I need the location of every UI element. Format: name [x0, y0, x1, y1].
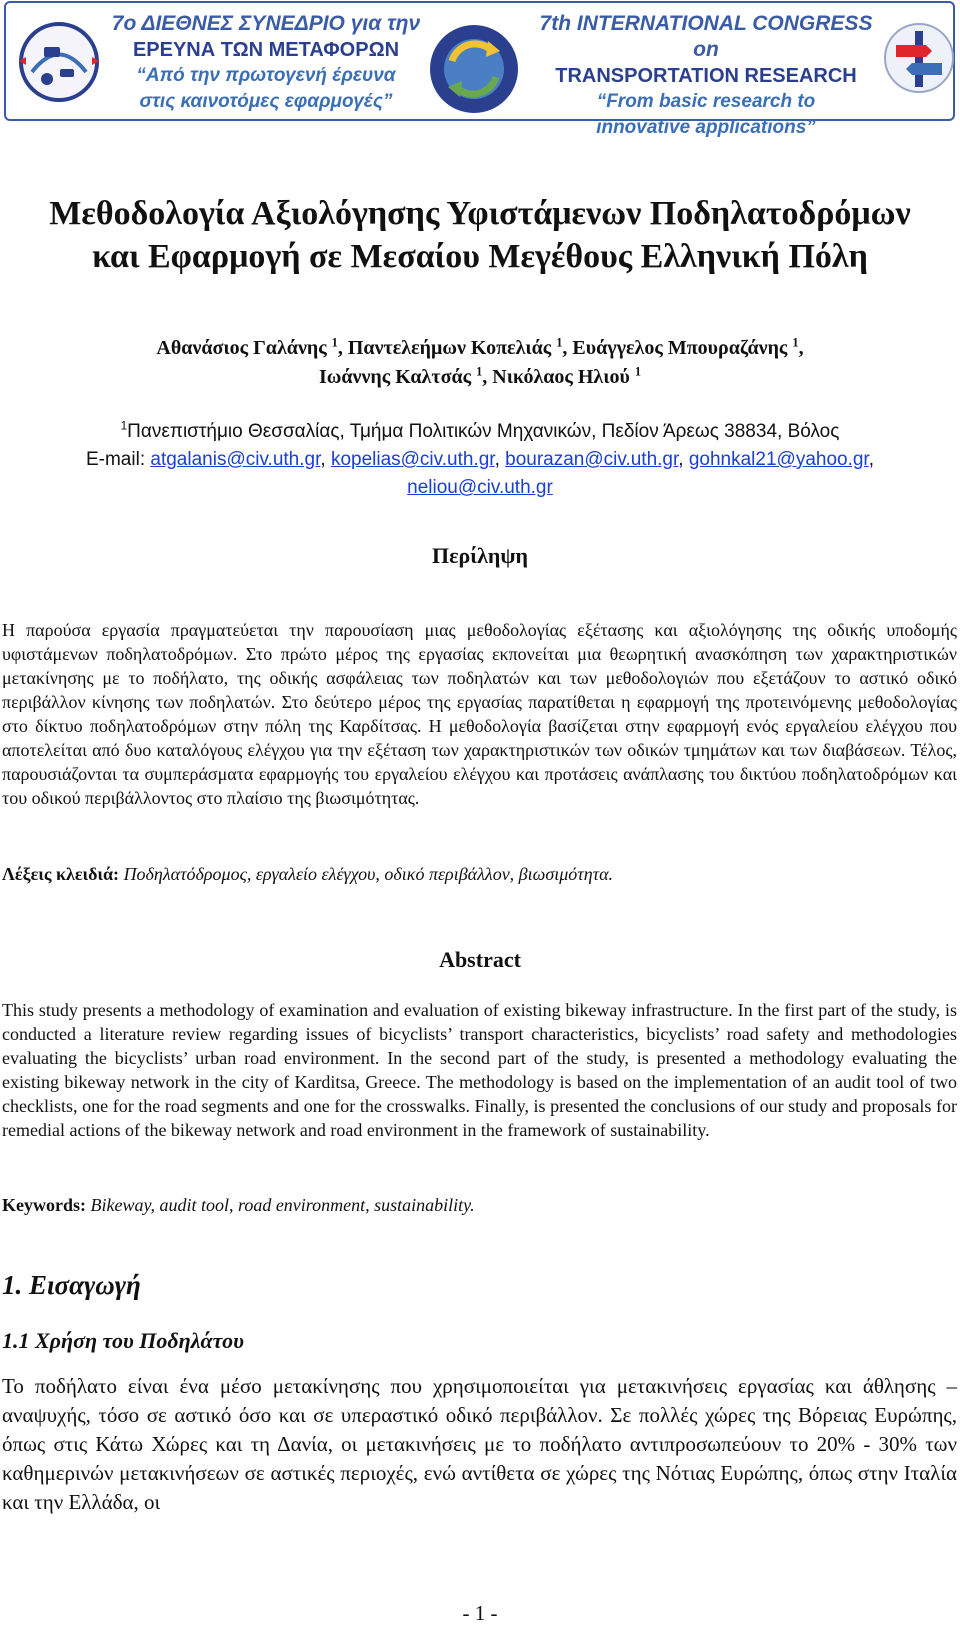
english-abstract-text: This study presents a methodology of examination and evaluation of existing bikeway infrastructure. In the first part of the study, is conducted a literature review regarding issues of bicyclists’ transport characteristics, bicyclists’ road safety and methodologies evaluating the bicyclists’ urban road environment. In the second part of the study, is presented a methodology evaluating the existing bikeway network in the city of Karditsa, Greece. The methodology is based on the implementation of an audit tool of two checklists, one for the road segments and one for the crosswalks. Finally, is presented the conclusions of our study and proposals for remedial actions of the bikeway network and road environment in the framework of sustainability.	[2, 1000, 957, 1140]
author-list: Αθανάσιος Γαλάνης $^1$, Παντελεήμων Κοπελιάς $^1$, Ευάγγελος Μπουραζάνης $^1$, Ιωάννης Καλτσάς $^1$, Νικόλαος Ηλιού $^1$	[156, 335, 804, 388]
author-affiliation-mark: 1	[792, 335, 799, 350]
banner-greek-line2: ΕΡΕΥΝΑ ΤΩΝ ΜΕΤΑΦΟΡΩΝ	[132, 39, 400, 61]
author-affiliation-mark: 1	[556, 335, 563, 350]
email-link[interactable]: kopelias@civ.uth.gr	[330, 449, 495, 470]
banner-english-line1: 7th INTERNATIONAL CONGRESS on	[539, 12, 873, 61]
email-link[interactable]: neliou@civ.uth.gr	[407, 477, 553, 498]
road-sign-logo	[882, 21, 956, 95]
greek-abstract-heading: Περίληψη	[431, 543, 529, 568]
banner-greek-line3: “Από την πρωτογενή έρευνα	[136, 65, 396, 86]
greek-keywords-label: Λέξεις κλειδιά:	[2, 864, 120, 884]
page-number: - 1 -	[462, 1601, 498, 1625]
banner-english-line2: TRANSPORTATION RESEARCH	[555, 65, 857, 87]
section-1-heading: 1. Εισαγωγή	[2, 1270, 141, 1300]
email-link[interactable]: atgalanis@civ.uth.gr	[150, 449, 321, 470]
author-affiliation-mark: 1	[476, 364, 483, 379]
greek-abstract-text: Η παρούσα εργασία πραγματεύεται την παρουσίαση μιας μεθοδολογίας εξέτασης και αξιολόγησης της οδικής υποδομής υφιστάμενων ποδηλατοδρόμων. Στο πρώτο μέρος της εργασίας εκπονείται μια θεωρητική ανασκόπηση των χαρακτηριστικών μετακίνησης με το ποδήλατο, της οδικής ασφάλειας των ποδηλατών και των μεθοδολογιών που εξετάζουν το αστικό οδικό περιβάλλον κίνησης των ποδηλατών. Στο δεύτερο μέρος της εργασίας παρατίθεται η εφαρμογή της προτεινόμενης μεθοδολογίας στο δίκτυο ποδηλατοδρόμων στην πόλη της Καρδίτσας. Η μεθοδολογία βασίζεται στην εφαρμογή ενός εργαλείου ελέγχου που αποτελείται από δυο καταλόγους ελέγχου για την εξέταση των χαρακτηριστικών των οδικών τμημάτων και των διαβάσεων. Τέλος, παρουσιάζονται τα συμπεράσματα εφαρμογής του εργαλείου ελέγχου και προτάσεις ανάπλασης του δικτύου ποδηλατοδρόμων και του οδικού περιβάλλοντος στο πλαίσιο της βιωσιμότητας.	[2, 620, 957, 808]
paper-title-line2: και Εφαρμογή σε Μεσαίου Μεγέθους Ελληνική Πόλη	[92, 238, 868, 275]
banner-english-line3: “From basic research to	[596, 91, 816, 112]
email-label: E-mail:	[85, 449, 151, 470]
banner-english-text	[526, 11, 886, 141]
greek-keywords	[2, 864, 613, 885]
author-name: Ευάγγελος Μπουραζάνης	[572, 337, 788, 359]
author-affiliation-mark: 1	[331, 335, 338, 350]
section-1-1-heading: 1.1 Χρήση του Ποδηλάτου	[2, 1328, 244, 1353]
author-name: Νικόλαος Ηλιού	[492, 366, 630, 388]
english-keywords	[2, 1195, 475, 1216]
banner-greek-text	[106, 11, 426, 115]
author-affiliation-mark: 1	[634, 364, 642, 379]
intro-paragraph: Το ποδήλατο είναι ένα μέσο μετακίνησης που χρησιμοποιείται για μετακινήσεις εργασίας και άθλησης – αναψυχής, τόσο σε αστικό όσο και σε υπεραστικό οδικό περιβάλλον. Σε πολλές χώρες της Βόρειας Ευρώπης, όπως στις Κάτω Χώρες και τη Δανία, οι μετακινήσεις με το ποδήλατο αντιπροσωπεύουν το 20% - 30% των καθημερινών μετακινήσεων σε αστικές περιοχές, ενώ αντίθετα σε χώρες της Νότιας Ευρώπης, όπως στην Ιταλία και την Ελλάδα, οι	[2, 1374, 957, 1514]
transport-circle-logo	[14, 17, 104, 107]
conference-banner	[4, 1, 955, 138]
email-link[interactable]: bourazan@civ.uth.gr	[505, 449, 679, 470]
affiliation-block: $^1$Πανεπιστήμιο Θεσσαλίας, Τμήμα Πολιτικών Μηχανικών, Πεδίον Άρεως 38834, Βόλος E-mail: atgalanis@civ.uth.gr, kopelias@civ.uth.gr, bourazan@civ.uth.gr, gohnkal21@yahoo.gr, neliou@civ.uth.gr	[85, 419, 874, 498]
banner-greek-line1: 7ο ΔΙΕΘΝΕΣ ΣΥΝΕΔΡΙΟ για την	[111, 12, 421, 35]
paper-title	[0, 192, 960, 278]
email-link[interactable]: gohnkal21@yahoo.gr	[688, 449, 869, 470]
author-name: Παντελεήμων Κοπελιάς	[347, 337, 552, 359]
author-name: Αθανάσιος Γαλάνης	[156, 337, 327, 359]
affiliation-mark: 1	[120, 419, 128, 433]
banner-greek-line4: στις καινοτόμες εφαρμογές”	[139, 91, 393, 112]
banner-english-line4: innovative applications”	[596, 117, 816, 138]
recycle-arrows-globe-logo	[426, 21, 522, 117]
english-abstract-heading: Abstract	[439, 947, 521, 972]
english-keywords-label: Keywords:	[2, 1195, 86, 1215]
greek-keywords-list: Ποδηλατόδρομος, εργαλείο ελέγχου, οδικό περιβάλλον, βιωσιμότητα.	[123, 864, 614, 884]
english-keywords-list: Bikeway, audit tool, road environment, sustainability.	[90, 1195, 475, 1215]
paper-title-line1: Μεθοδολογία Αξιολόγησης Υφιστάμενων Ποδηλατοδρόμων	[49, 195, 911, 232]
author-name: Ιωάννης Καλτσάς	[318, 366, 472, 388]
affiliation-text: Πανεπιστήμιο Θεσσαλίας, Τμήμα Πολιτικών Μηχανικών, Πεδίον Άρεως 38834, Βόλος	[127, 421, 840, 442]
